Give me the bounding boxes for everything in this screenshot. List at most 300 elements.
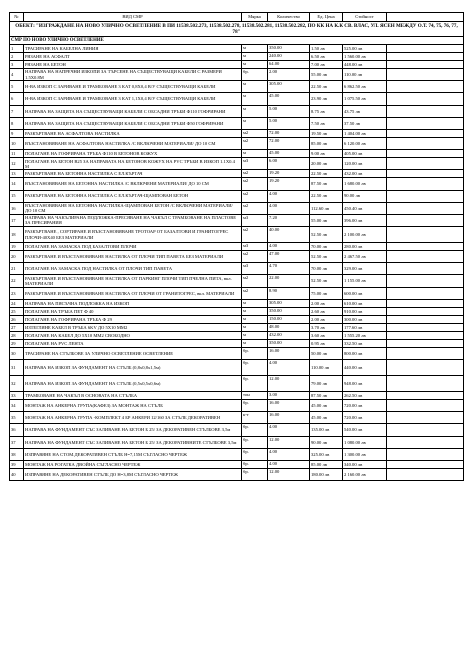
row-quantity: 350.00 <box>268 307 310 315</box>
row-work-name: МОНТАЖ НА АНКЕРНА ГРУПА(КАФЕЗ) ЗА МОНТАЖ НА СТЪЛБ <box>24 400 242 412</box>
row-total: 448.00 лв <box>343 61 387 69</box>
row-work-name: Н-ВА ИЗКОП С ЗАРИВАНЕ И ТРАМБОВАНЕ 3 КАТ 0,8Х0,4 В/У СЪЩЕСТВУВАЩИ КАБЕЛИ <box>24 81 242 93</box>
row-total: 120.00 лв <box>343 158 387 170</box>
row-total: 6 120.00 лв <box>343 137 387 149</box>
row-unit: м3 <box>242 263 268 275</box>
row-total: 600.00 лв <box>343 287 387 299</box>
row-total: 525.00 лв <box>343 45 387 53</box>
row-total: 910.00 лв <box>343 307 387 315</box>
table-row <box>10 436 464 448</box>
row-blank <box>387 93 464 105</box>
header-unit: Мярка <box>242 13 268 22</box>
header-blank <box>387 13 464 22</box>
row-unit: м2 <box>242 251 268 263</box>
row-unit: бр. <box>242 347 268 359</box>
row-total: 2 467.50 лв <box>343 251 387 263</box>
row-work-name: МОНТАЖ НА АНКЕРНА ГРУПА -КОМПЛЕКТ 4 БР АНКЕРИ 12/160 ЗА СТЪЛБ ДЕКОРАТИВЕН <box>24 412 242 424</box>
row-blank <box>387 190 464 202</box>
row-blank <box>387 251 464 263</box>
row-total: 1 300.00 лв <box>343 448 387 460</box>
row-unit: м2 <box>242 202 268 214</box>
row-number: 30 <box>10 347 24 359</box>
row-quantity: 48.00 <box>268 323 310 331</box>
row-unit-price: 52.50 лв <box>310 227 343 243</box>
table-row <box>10 460 464 468</box>
row-unit: м <box>242 150 268 158</box>
table-row <box>10 190 464 202</box>
row-quantity: 6.00 <box>268 158 310 170</box>
row-blank <box>387 392 464 400</box>
row-quantity: 19.20 <box>268 170 310 178</box>
row-blank <box>387 360 464 376</box>
row-number: 24 <box>10 299 24 307</box>
table-row <box>10 178 464 190</box>
row-unit-price: 9.00 лв <box>310 150 343 158</box>
row-number: 1 <box>10 45 24 53</box>
row-unit: м2 <box>242 178 268 190</box>
row-quantity: 240.00 <box>268 53 310 61</box>
row-unit: бр. <box>242 460 268 468</box>
row-quantity: 4.00 <box>268 190 310 202</box>
row-unit-price: 135.00 лв <box>310 424 343 436</box>
row-quantity: 45.00 <box>268 93 310 105</box>
row-work-name: ВЪЗСТАНОВЯВАНЕ НА БЕТОННА НАСТИЛКА /С ВКЛЮЧЕНИ МАТЕРИАЛИ/ ДО 10 СМ <box>24 178 242 190</box>
row-unit: бр. <box>242 448 268 460</box>
row-unit: бр. <box>242 424 268 436</box>
row-blank <box>387 347 464 359</box>
row-unit-price: 45.00 лв <box>310 412 343 424</box>
row-unit: м2 <box>242 190 268 202</box>
row-total: 90.00 лв <box>343 190 387 202</box>
row-total: 610.00 лв <box>343 299 387 307</box>
row-number: 16 <box>10 202 24 214</box>
row-total: 2 160.00 лв <box>343 468 387 480</box>
row-quantity: 40.00 <box>268 227 310 243</box>
row-blank <box>387 243 464 251</box>
table-row <box>10 468 464 480</box>
row-blank <box>387 275 464 287</box>
row-number: 14 <box>10 178 24 190</box>
row-unit: м <box>242 331 268 339</box>
table-row <box>10 400 464 412</box>
row-blank <box>387 45 464 53</box>
row-unit-price: 22.50 лв <box>310 190 343 202</box>
row-unit-price: 87.50 лв <box>310 178 343 190</box>
row-quantity: 150.00 <box>268 315 310 323</box>
row-number: 26 <box>10 315 24 323</box>
table-row <box>10 376 464 392</box>
row-work-name: МОНТАЖ НА РОГАТКА ДВОЙНА СЪГЛАСНО ЧЕРТЕЖ <box>24 460 242 468</box>
row-total: 43.75 лв <box>343 105 387 117</box>
row-work-name: НАПРАВА НА ИЗКОП ЗА ФУНДАМЕНТ НА СТЪЛБ (0,8х0,8х1,5м) <box>24 360 242 376</box>
row-work-name: НАПРАВА НА ЗАЩИТА НА СЪЩЕСТВУВАЩИ КАБЕЛИ С ОБСАДНИ ТРЪБИ Ф110 ГОФРИРАНИ <box>24 105 242 117</box>
row-blank <box>387 460 464 468</box>
row-number: 4 <box>10 69 24 81</box>
row-total: 110.00 лв <box>343 69 387 81</box>
row-total: 2 100.00 лв <box>343 227 387 243</box>
row-work-name: ВЪЗСТАНОВЯВАНЕ НА АСФАЛТОВА НАСТИЛКА /С ВКЛЮЧЕНИ МАТЕРИАЛИ/ ДО 10 СМ <box>24 137 242 149</box>
row-total: 280.00 лв <box>343 243 387 251</box>
table-row <box>10 339 464 347</box>
row-unit-price: 2.00 лв <box>310 299 343 307</box>
row-unit: м <box>242 307 268 315</box>
row-unit-price: 52.50 лв <box>310 251 343 263</box>
table-row <box>10 53 464 61</box>
table-row <box>10 275 464 287</box>
row-unit-price: 180.00 лв <box>310 468 343 480</box>
row-blank <box>387 424 464 436</box>
row-number: 5 <box>10 81 24 93</box>
row-quantity: 64.00 <box>268 61 310 69</box>
row-number: 31 <box>10 360 24 376</box>
row-work-name: РАЗКЪРТВАНЕ И ВЪЗСТАНОВЯВАНЕ НАСТИЛКА ОТ ПАРКИНГ ПЛОЧИ ТИП ПЧЕЛНА ПИТА, вкл. МАТЕРИАЛИ <box>24 275 242 287</box>
row-total: 720.00 лв <box>343 400 387 412</box>
row-quantity: 2.00 <box>268 69 310 81</box>
table-row <box>10 214 464 226</box>
row-blank <box>387 69 464 81</box>
row-number: 27 <box>10 323 24 331</box>
row-total: 432.00 лв <box>343 170 387 178</box>
row-work-name: ТРАМБОВАНЕ НА ЧАКЪЛ В ОСНОВАТА НА СТЪЛБА <box>24 392 242 400</box>
table-row <box>10 323 464 331</box>
row-blank <box>387 448 464 460</box>
header-price: Ед. Цена <box>310 13 343 22</box>
row-number: 8 <box>10 117 24 129</box>
row-blank <box>387 376 464 392</box>
row-total: 720.00 лв <box>343 412 387 424</box>
row-unit-price: 87.50 лв <box>310 392 343 400</box>
row-work-name: НАПРАВА НА ЗАЩИТА НА СЪЩЕСТВУВАЩИ КАБЕЛИ С ОБСАДНИ ТРЪБИ Ф50 ГОФРИРАНИ <box>24 117 242 129</box>
row-total: 1 404.00 лв <box>343 129 387 137</box>
row-total: 6 862.50 лв <box>343 81 387 93</box>
header-no: № <box>10 13 24 22</box>
row-unit-price: 52.50 лв <box>310 275 343 287</box>
row-unit: м2 <box>242 227 268 243</box>
row-number: 9 <box>10 129 24 137</box>
row-unit: бр. <box>242 69 268 81</box>
row-work-name: ИЗПРАВЯНЕ НА ДЕКОРАТИВЕН СТЪЛБ ДО Н=3,8М СЪГЛАСНО ЧЕРТЕЖ <box>24 468 242 480</box>
row-number: 13 <box>10 170 24 178</box>
row-blank <box>387 263 464 275</box>
row-unit: бр. <box>242 400 268 412</box>
table-row <box>10 170 464 178</box>
table-row <box>10 424 464 436</box>
row-unit: бр. <box>242 360 268 376</box>
row-total: 1 680.00 лв <box>343 178 387 190</box>
row-unit-price: 23.90 лв <box>310 93 343 105</box>
row-work-name: ПОЛАГАНЕ НА БЕТОН В25 ЗА НАПРАВАТА НА БЕТОНОВ КОЖУХ НА PVC ТРЪБИ В ИЗКОП 1.1Х0.4 М <box>24 158 242 170</box>
row-number: 29 <box>10 339 24 347</box>
row-unit: м <box>242 81 268 93</box>
row-total: 1 155.00 лв <box>343 275 387 287</box>
row-unit-price: 75.00 лв <box>310 287 343 299</box>
row-quantity: 4.00 <box>268 360 310 376</box>
row-work-name: НАПРАВА НА ФУНДАМЕНТ СЪС ЗАЛИВАНЕ НА БЕТОН Б 25/ ЗА ДЕКОРАТИВЕН СТЪЛБОВЕ 3,5м <box>24 424 242 436</box>
row-number: 37 <box>10 436 24 448</box>
header-name: ВИД СМР <box>24 13 242 22</box>
row-unit-price: 7.50 лв <box>310 117 343 129</box>
row-total: 340.00 лв <box>343 460 387 468</box>
row-total: 440.00 лв <box>343 360 387 376</box>
row-quantity: 47.00 <box>268 251 310 263</box>
row-unit-price: 22.50 лв <box>310 170 343 178</box>
row-work-name: ТРАСИРАНЕ НА СТЪЛБОВЕ ЗА УЛИЧНО ОСВЕТЛЕНИЕ ОСВЕТЛЕНИЕ <box>24 347 242 359</box>
row-number: 32 <box>10 376 24 392</box>
row-number: 22 <box>10 275 24 287</box>
row-unit-price: 55.00 лв <box>310 69 343 81</box>
row-unit: м2 <box>242 170 268 178</box>
table-row <box>10 93 464 105</box>
row-work-name: РАЗКЪРТВАНЕ И ВЪЗСТАНОВЯВАНЕ НАСТИЛКА ОТ ПЛОЧИ ОТ ГРАНИТОГРЕС, вкл. МАТЕРИАЛИ <box>24 287 242 299</box>
object-title-row <box>10 22 464 37</box>
row-blank <box>387 412 464 424</box>
row-unit: м3 <box>242 243 268 251</box>
row-unit-price: 325.00 лв <box>310 448 343 460</box>
row-number: 15 <box>10 190 24 202</box>
row-unit-price: 1.50 лв <box>310 45 343 53</box>
row-blank <box>387 129 464 137</box>
table-row <box>10 299 464 307</box>
row-number: 19 <box>10 243 24 251</box>
row-number: 39 <box>10 460 24 468</box>
table-row <box>10 263 464 275</box>
row-unit: м <box>242 53 268 61</box>
row-unit-price: 3.60 лв <box>310 331 343 339</box>
row-unit-price: 70.00 лв <box>310 243 343 251</box>
table-row <box>10 227 464 243</box>
row-work-name: НАПРАВА НА НАПРЕЧНИ ИЗКОПИ ЗА ТЪРСЕНЕ НА СЪЩЕСТВУВАЩИ КАБЕЛИ С РАЗМЕРИ 1.5Х0.8М <box>24 69 242 81</box>
row-unit: м <box>242 45 268 53</box>
row-work-name: РАЗКЪРТВАНЕ , СОРТИРАНЕ И ВЪЗСТАНОВЯВАНЕ ТРОТОАР ОТ БАЗАЛТОВИ И ГРАНИТОГРЕС ПЛОЧИ-40Х40 БЕЗ МАТЕРИАЛИ <box>24 227 242 243</box>
row-unit: м <box>242 93 268 105</box>
table-row <box>10 137 464 149</box>
table-row <box>10 105 464 117</box>
row-work-name: ПОЛАГАНЕ НА ЗАМАСКА ПОД НАСТИЛКА ОТ ПЛОЧИ ТИП ПАВЕТА <box>24 263 242 275</box>
row-work-name: РАЗКЪРТВАНЕ НА АСФАЛТОВА НАСТИЛКА <box>24 129 242 137</box>
row-unit: м <box>242 339 268 347</box>
row-total: 332.50 лв <box>343 339 387 347</box>
table-row <box>10 448 464 460</box>
table-row <box>10 129 464 137</box>
row-unit-price: 79.00 лв <box>310 376 343 392</box>
row-quantity: 19.20 <box>268 178 310 190</box>
row-quantity: 12.00 <box>268 376 310 392</box>
row-unit: м2 <box>242 275 268 287</box>
row-blank <box>387 227 464 243</box>
row-blank <box>387 170 464 178</box>
row-unit: м <box>242 61 268 69</box>
row-unit-price: 0.95 лв <box>310 339 343 347</box>
row-blank <box>387 158 464 170</box>
row-quantity: 16.00 <box>268 400 310 412</box>
row-number: 6 <box>10 93 24 105</box>
row-blank <box>387 214 464 226</box>
row-unit-price: 6.50 лв <box>310 53 343 61</box>
table-row <box>10 61 464 69</box>
row-work-name: НАПРАВА НА ИЗКОП ЗА ФУНДАМЕНТ НА СТЪЛБ (0,5х0,5х0,6м) <box>24 376 242 392</box>
row-blank <box>387 315 464 323</box>
row-quantity: 12.00 <box>268 468 310 480</box>
row-total: 1 555.20 лв <box>343 331 387 339</box>
row-unit: к-т <box>242 412 268 424</box>
row-unit-price: 85.00 лв <box>310 460 343 468</box>
row-unit: м <box>242 105 268 117</box>
row-quantity: 4.00 <box>268 448 310 460</box>
table-row <box>10 287 464 299</box>
table-row <box>10 150 464 158</box>
row-number: 11 <box>10 150 24 158</box>
row-blank <box>387 53 464 61</box>
row-work-name: Н-ВА ИЗКОП С ЗАРИВАНЕ И ТРАМБОВАНЕ 3 КАТ 1,1Х0,4 В/У СЪЩЕСТВУВАЩИ КАБЕЛИ <box>24 93 242 105</box>
row-blank <box>387 178 464 190</box>
row-unit-price: 7.00 лв <box>310 61 343 69</box>
row-number: 34 <box>10 400 24 412</box>
row-number: 21 <box>10 263 24 275</box>
row-quantity: 16.00 <box>268 347 310 359</box>
row-work-name: НАПРАВА НА ЧАКЪЛИРАНА ПОДЛОЖКА-ПРЕСЯВАНЕ НА ЧАКЪЛ С ТРАМБОВАНЕ НА ПЛАСТОВЕ ЗА ПРЕСИРАНИЯ <box>24 214 242 226</box>
row-total: 1 075.50 лв <box>343 93 387 105</box>
row-quantity: 3.00 <box>268 392 310 400</box>
table-row <box>10 117 464 129</box>
row-number: 40 <box>10 468 24 480</box>
row-unit: бр. <box>242 376 268 392</box>
row-work-name: ПОЛАГАНЕ НА ЗАМАСКА ПОД БАЗАЛТОВИ ПЛОЧИ <box>24 243 242 251</box>
table-row <box>10 412 464 424</box>
row-work-name: НАПРАВА НА ПЯСЪЧНА ПОДЛОЖКА НА ИЗКОП <box>24 299 242 307</box>
row-unit-price: 110.00 лв <box>310 360 343 376</box>
row-quantity: 4.00 <box>268 243 310 251</box>
row-number: 36 <box>10 424 24 436</box>
header-qty: Количество <box>268 13 310 22</box>
row-blank <box>387 117 464 129</box>
table-row <box>10 307 464 315</box>
row-quantity: 305.00 <box>268 81 310 93</box>
row-total: 540.00 лв <box>343 424 387 436</box>
row-unit: м <box>242 315 268 323</box>
row-unit: м3 <box>242 214 268 226</box>
row-work-name: РАЗКЪРТВАНЕ НА БЕТОННА НАСТИЛКА С ЕЛ.КЪРТАЧ <box>24 170 242 178</box>
row-total: 37.50 лв <box>343 117 387 129</box>
table-row <box>10 243 464 251</box>
row-number: 25 <box>10 307 24 315</box>
section-row <box>10 37 464 45</box>
row-quantity: 22.00 <box>268 275 310 287</box>
row-work-name: ВЪЗСТАНОВЯВАНЕ НА БЕТОННА НАСТИЛКА-ЩАМПОВАН БЕТОН /С ВКЛЮЧЕНИ МАТЕРИАЛИ/ ДО 10 СМ <box>24 202 242 214</box>
row-unit: м <box>242 299 268 307</box>
row-blank <box>387 339 464 347</box>
row-total: 329.00 лв <box>343 263 387 275</box>
row-unit-price: 112.60 лв <box>310 202 343 214</box>
row-unit-price: 85.00 лв <box>310 137 343 149</box>
table-row <box>10 69 464 81</box>
row-total: 396.00 лв <box>343 214 387 226</box>
row-unit-price: 45.00 лв <box>310 400 343 412</box>
row-unit-price: 3.70 лв <box>310 323 343 331</box>
row-number: 3 <box>10 61 24 69</box>
row-quantity: 4.00 <box>268 202 310 214</box>
row-unit-price: 8.75 лв <box>310 105 343 117</box>
row-quantity: 4.00 <box>268 460 310 468</box>
row-total: 450.40 лв <box>343 202 387 214</box>
row-unit-price: 50.00 лв <box>310 347 343 359</box>
row-unit-price: 20.00 лв <box>310 158 343 170</box>
row-number: 12 <box>10 158 24 170</box>
row-unit: м <box>242 323 268 331</box>
row-unit: м2 <box>242 287 268 299</box>
row-unit-price: 22.50 лв <box>310 81 343 93</box>
row-work-name: НАПРАВА НА ФУНДАМЕНТ СЪС ЗАЛИВАНЕ НА БЕТОН Б 25/ ЗА ДЕКОРАТИВНИТЕ СТЪЛБОВЕ 3,5м <box>24 436 242 448</box>
section-title: СМР ПО НОВО УЛИЧНО ОСВЕТЛЕНИЕ <box>10 37 464 45</box>
row-blank <box>387 307 464 315</box>
row-work-name: ТРАСИРАНЕ НА КАБЕЛНА ЛИНИЯ <box>24 45 242 53</box>
row-unit-price: 2.60 лв <box>310 307 343 315</box>
row-number: 18 <box>10 227 24 243</box>
row-unit: м2 <box>242 129 268 137</box>
row-quantity: 4.00 <box>268 424 310 436</box>
row-number: 35 <box>10 412 24 424</box>
row-number: 7 <box>10 105 24 117</box>
table-row <box>10 360 464 376</box>
row-blank <box>387 331 464 339</box>
row-total: 800.00 лв <box>343 347 387 359</box>
row-unit: м <box>242 117 268 129</box>
row-blank <box>387 299 464 307</box>
row-unit: бр. <box>242 436 268 448</box>
row-unit: бр. <box>242 468 268 480</box>
row-blank <box>387 81 464 93</box>
row-unit-price: 2.00 лв <box>310 315 343 323</box>
row-quantity: 45.00 <box>268 150 310 158</box>
row-total: 300.00 лв <box>343 315 387 323</box>
row-work-name: ПОЛАГАНЕ НА PVC ЛЕНТА <box>24 339 242 347</box>
row-blank <box>387 323 464 331</box>
row-number: 28 <box>10 331 24 339</box>
row-work-name: ПОЛАГАНЕ НА ГОФРИРАНА ТРЪБА Ф110 В БЕТОНОВ КОЖУХ <box>24 150 242 158</box>
row-blank <box>387 61 464 69</box>
row-quantity: 16.00 <box>268 412 310 424</box>
row-quantity: 5.00 <box>268 105 310 117</box>
row-blank <box>387 468 464 480</box>
row-unit-price: 70.00 лв <box>310 263 343 275</box>
row-quantity: 305.00 <box>268 299 310 307</box>
row-number: 2 <box>10 53 24 61</box>
row-work-name: РЯЗАНЕ НА АСФАЛТ <box>24 53 242 61</box>
row-number: 33 <box>10 392 24 400</box>
row-number: 38 <box>10 448 24 460</box>
row-blank <box>387 137 464 149</box>
row-quantity: 350.00 <box>268 339 310 347</box>
header-total: Стойност <box>343 13 387 22</box>
row-unit-price: 90.00 лв <box>310 436 343 448</box>
row-work-name: ПОЛАГАНЕ НА КАБЕЛ ДО 5Х10 ММ2 СВОБОДНО <box>24 331 242 339</box>
table-row <box>10 202 464 214</box>
document-page <box>9 12 464 481</box>
row-blank <box>387 436 464 448</box>
row-number: 23 <box>10 287 24 299</box>
row-unit: тон <box>242 392 268 400</box>
row-number: 17 <box>10 214 24 226</box>
row-quantity: 72.00 <box>268 137 310 149</box>
row-unit: м2 <box>242 137 268 149</box>
row-work-name: РАЗКЪРТВАНЕ НА БЕТОННА НАСТИЛКА С ЕЛ.КЪРТАЧ-ЩАМПОВАН БЕТОН <box>24 190 242 202</box>
table-row <box>10 315 464 323</box>
table-row <box>10 81 464 93</box>
row-work-name: ИЗПРАВЯНЕ НА СТОМ.ДЕКОРАТИВЕН СТЪЛБ Н=7,15М СЪГЛАСНО ЧЕРТЕЖ <box>24 448 242 460</box>
row-work-name: РЯЗАНЕ НА БЕТОН <box>24 61 242 69</box>
table-row <box>10 45 464 53</box>
row-total: 405.00 лв <box>343 150 387 158</box>
row-number: 20 <box>10 251 24 263</box>
